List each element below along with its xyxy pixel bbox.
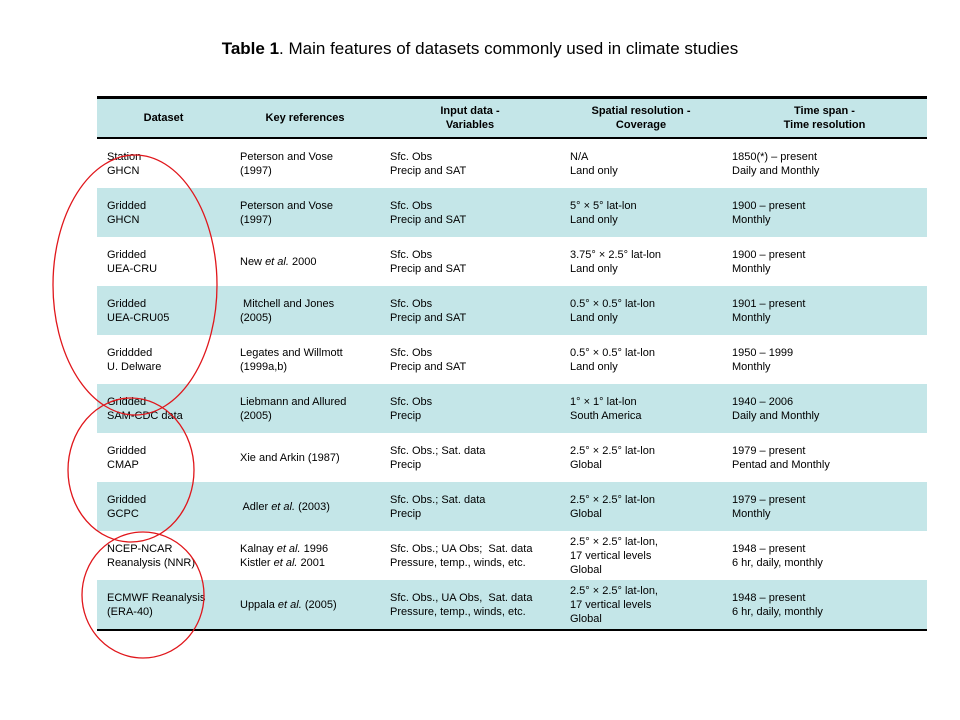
cell-line: 3.75° × 2.5° lat-lon (570, 248, 662, 261)
cell-line: Daily and Monthly (732, 409, 820, 422)
cell-line: SAM-CDC data (107, 409, 183, 422)
cell-line: Griddded (107, 346, 153, 359)
table-row (97, 433, 927, 482)
cell-line: Global (570, 612, 602, 625)
header-text: Time span - (794, 105, 855, 117)
cell-line: 2.5° × 2.5° lat-lon, (570, 584, 658, 597)
cell-line: GHCN (107, 164, 140, 177)
italic-text: et al. (276, 542, 301, 555)
col-key-references-cell (230, 138, 380, 188)
cell-line: Monthly (732, 360, 771, 373)
cell-line: Sfc. Obs., UA Obs, Sat. data (390, 591, 533, 604)
cell-line: 1° × 1° lat-lon (570, 395, 637, 408)
cell-line: 5° × 5° lat-lon (570, 199, 637, 212)
italic-text: et al. (265, 255, 289, 268)
col-spatial-resolution-cell (560, 433, 722, 482)
cell-line (240, 556, 374, 570)
cell-line (240, 451, 374, 465)
cell-line: Precip and SAT (390, 311, 467, 324)
table-row (97, 188, 927, 237)
cell-line: UEA-CRU (107, 262, 158, 275)
col-spatial-resolution-cell (560, 531, 722, 580)
col-time-span-cell (722, 384, 927, 433)
cell-line: Global (570, 507, 602, 520)
cell-line: Gridded (107, 444, 147, 457)
col-input-data-cell (380, 286, 560, 335)
cell-line: GHCN (107, 213, 140, 226)
col-time-span-cell (722, 580, 927, 630)
cell-line (240, 213, 374, 227)
table-row (97, 237, 927, 286)
col-time-span-cell (722, 188, 927, 237)
cell-line (240, 346, 374, 360)
cell-line: NCEP-NCAR (107, 542, 173, 555)
datasets-table (97, 96, 927, 631)
cell-line: 1950 – 1999 (732, 346, 794, 359)
table-row (97, 335, 927, 384)
reference-text: 2001 (297, 556, 326, 569)
cell-line: Precip and SAT (390, 360, 467, 373)
reference-text: Kalnay (240, 542, 277, 555)
col-dataset-cell (97, 580, 230, 630)
cell-line: Sfc. Obs (390, 150, 433, 163)
reference-text: (1997) (240, 164, 272, 177)
col-dataset-header (97, 98, 230, 139)
cell-line: 1948 – present (732, 591, 806, 604)
cell-line: Sfc. Obs (390, 199, 433, 212)
cell-line: Sfc. Obs.; UA Obs; Sat. data (390, 542, 533, 555)
cell-line: Monthly (732, 507, 771, 520)
cell-line: 2.5° × 2.5° lat-lon, (570, 535, 658, 548)
col-spatial-resolution-header (560, 98, 722, 139)
table-row (97, 580, 927, 630)
cell-line: Gridded (107, 395, 147, 408)
col-key-references-cell (230, 580, 380, 630)
table-row (97, 531, 927, 580)
cell-line: Precip and SAT (390, 213, 467, 226)
cell-line: Precip (390, 458, 422, 471)
table-header-row (97, 98, 927, 139)
col-spatial-resolution-cell (560, 482, 722, 531)
italic-text: et al. (273, 556, 298, 569)
cell-line: 0.5° × 0.5° lat-lon (570, 346, 655, 359)
col-time-span-cell (722, 433, 927, 482)
col-input-data-cell (380, 188, 560, 237)
cell-line: 2.5° × 2.5° lat-lon (570, 493, 655, 506)
cell-line: Land only (570, 311, 618, 324)
cell-line: Sfc. Obs (390, 346, 433, 359)
col-input-data-cell (380, 384, 560, 433)
cell-line (240, 500, 374, 514)
col-dataset-cell (97, 531, 230, 580)
header-text: Variables (445, 119, 495, 131)
cell-line (240, 164, 374, 178)
col-spatial-resolution-cell (560, 580, 722, 630)
cell-line: 1979 – present (732, 493, 806, 506)
col-spatial-resolution-cell (560, 335, 722, 384)
cell-line: South America (570, 409, 642, 422)
cell-line: Monthly (732, 262, 771, 275)
col-key-references-cell (230, 531, 380, 580)
col-dataset-cell (97, 482, 230, 531)
reference-text: Uppala (240, 598, 278, 611)
col-time-span-cell (722, 138, 927, 188)
cell-line: Monthly (732, 213, 771, 226)
cell-line: U. Delware (107, 360, 162, 373)
reference-text: 1996 (300, 542, 329, 555)
reference-text: Legates and Willmott (240, 346, 343, 359)
cell-line: GCPC (107, 507, 139, 520)
col-input-data-header (380, 98, 560, 139)
page-title (0, 38, 960, 60)
reference-text: (1999a,b) (240, 360, 288, 373)
cell-line: Sfc. Obs (390, 297, 433, 310)
col-spatial-resolution-cell (560, 188, 722, 237)
col-time-span-header (722, 98, 927, 139)
cell-line: Sfc. Obs (390, 395, 433, 408)
cell-line: ECMWF Reanalysis (107, 591, 206, 604)
table-row (97, 286, 927, 335)
cell-line: 1850(*) – present (732, 150, 817, 163)
italic-text: et al. (271, 500, 296, 513)
cell-line: UEA-CRU05 (107, 311, 170, 324)
header-text: Coverage (615, 119, 667, 131)
col-dataset-cell (97, 335, 230, 384)
col-input-data-cell (380, 531, 560, 580)
cell-line: CMAP (107, 458, 139, 471)
cell-line: 2.5° × 2.5° lat-lon (570, 444, 655, 457)
col-key-references-cell (230, 237, 380, 286)
reference-text: Peterson and Vose (240, 199, 333, 212)
cell-line: 1900 – present (732, 248, 806, 261)
cell-line: 1979 – present (732, 444, 806, 457)
italic-text: et al. (277, 598, 302, 611)
col-spatial-resolution-cell (560, 237, 722, 286)
reference-text: (2005) (240, 409, 272, 422)
col-dataset-cell (97, 138, 230, 188)
reference-text: (2005) (240, 311, 272, 324)
reference-text: Kistler (240, 556, 274, 569)
title-text: . Main features of datasets commonly used in climate studies (279, 39, 739, 58)
col-key-references-cell (230, 188, 380, 237)
cell-line: Land only (570, 262, 618, 275)
cell-line: 17 vertical levels (570, 549, 652, 562)
col-input-data-cell (380, 237, 560, 286)
cell-line: Pressure, temp., winds, etc. (390, 556, 526, 569)
col-time-span-cell (722, 286, 927, 335)
col-dataset-cell (97, 188, 230, 237)
cell-line (240, 542, 374, 556)
reference-text: (1997) (240, 213, 272, 226)
cell-line (240, 150, 374, 164)
cell-line: 6 hr, daily, monthly (732, 605, 823, 618)
col-input-data-cell (380, 138, 560, 188)
cell-line: Precip (390, 507, 422, 520)
reference-text: Mitchell and Jones (240, 297, 335, 310)
header-text: Key references (265, 112, 345, 124)
header-text: Time resolution (783, 119, 866, 131)
col-input-data-cell (380, 433, 560, 482)
col-input-data-cell (380, 335, 560, 384)
header-text: Input data - (440, 105, 500, 117)
reference-text: (2003) (295, 500, 330, 513)
header-text: Dataset (143, 112, 184, 124)
cell-line: Land only (570, 164, 618, 177)
col-time-span-cell (722, 335, 927, 384)
reference-text: Peterson and Vose (240, 150, 333, 163)
cell-line (240, 297, 374, 311)
cell-line: 6 hr, daily, monthly (732, 556, 823, 569)
col-key-references-cell (230, 384, 380, 433)
reference-text: (2005) (301, 598, 337, 611)
cell-line (240, 598, 374, 612)
cell-line: Global (570, 458, 602, 471)
col-dataset-cell (97, 384, 230, 433)
cell-line: Pentad and Monthly (732, 458, 830, 471)
cell-line: 1900 – present (732, 199, 806, 212)
col-dataset-cell (97, 433, 230, 482)
cell-line (240, 360, 374, 374)
reference-text: Liebmann and Allured (240, 395, 347, 408)
col-spatial-resolution-cell (560, 138, 722, 188)
cell-line: Reanalysis (NNR) (107, 556, 196, 569)
col-spatial-resolution-cell (560, 384, 722, 433)
cell-line: (ERA-40) (107, 605, 153, 618)
cell-line: 1940 – 2006 (732, 395, 794, 408)
table-row (97, 384, 927, 433)
cell-line: Pressure, temp., winds, etc. (390, 605, 526, 618)
cell-line: Station (107, 150, 142, 163)
cell-line: 17 vertical levels (570, 598, 652, 611)
col-key-references-cell (230, 482, 380, 531)
cell-line: Precip and SAT (390, 262, 467, 275)
cell-line (240, 409, 374, 423)
col-dataset-cell (97, 286, 230, 335)
cell-line: Gridded (107, 248, 147, 261)
col-dataset-cell (97, 237, 230, 286)
cell-line: Sfc. Obs.; Sat. data (390, 493, 486, 506)
col-key-references-cell (230, 433, 380, 482)
reference-text: New (240, 255, 266, 268)
cell-line: Sfc. Obs.; Sat. data (390, 444, 486, 457)
cell-line (240, 199, 374, 213)
cell-line: Sfc. Obs (390, 248, 433, 261)
col-input-data-cell (380, 580, 560, 630)
col-key-references-cell (230, 286, 380, 335)
cell-line: Precip and SAT (390, 164, 467, 177)
cell-line (240, 311, 374, 325)
table-body (97, 138, 927, 630)
reference-text: Xie and Arkin (1987) (240, 451, 340, 464)
cell-line: 0.5° × 0.5° lat-lon (570, 297, 655, 310)
cell-line: Land only (570, 360, 618, 373)
cell-line (240, 255, 374, 269)
cell-line: Daily and Monthly (732, 164, 820, 177)
cell-line: 1901 – present (732, 297, 806, 310)
cell-line: Gridded (107, 199, 147, 212)
cell-line: 1948 – present (732, 542, 806, 555)
table-row (97, 138, 927, 188)
cell-line: Precip (390, 409, 422, 422)
cell-line (240, 395, 374, 409)
cell-line: Gridded (107, 297, 147, 310)
col-spatial-resolution-cell (560, 286, 722, 335)
cell-line: Global (570, 563, 602, 576)
col-key-references-cell (230, 335, 380, 384)
title-label: Table 1 (221, 39, 280, 58)
cell-line: Land only (570, 213, 618, 226)
col-time-span-cell (722, 237, 927, 286)
col-time-span-cell (722, 531, 927, 580)
reference-text: 2000 (288, 255, 317, 268)
cell-line: Gridded (107, 493, 147, 506)
cell-line: Monthly (732, 311, 771, 324)
table-row (97, 482, 927, 531)
cell-line: N/A (570, 150, 589, 163)
col-input-data-cell (380, 482, 560, 531)
col-key-references-header (230, 98, 380, 139)
col-time-span-cell (722, 482, 927, 531)
header-text: Spatial resolution - (591, 105, 691, 117)
reference-text: Adler (240, 500, 272, 513)
